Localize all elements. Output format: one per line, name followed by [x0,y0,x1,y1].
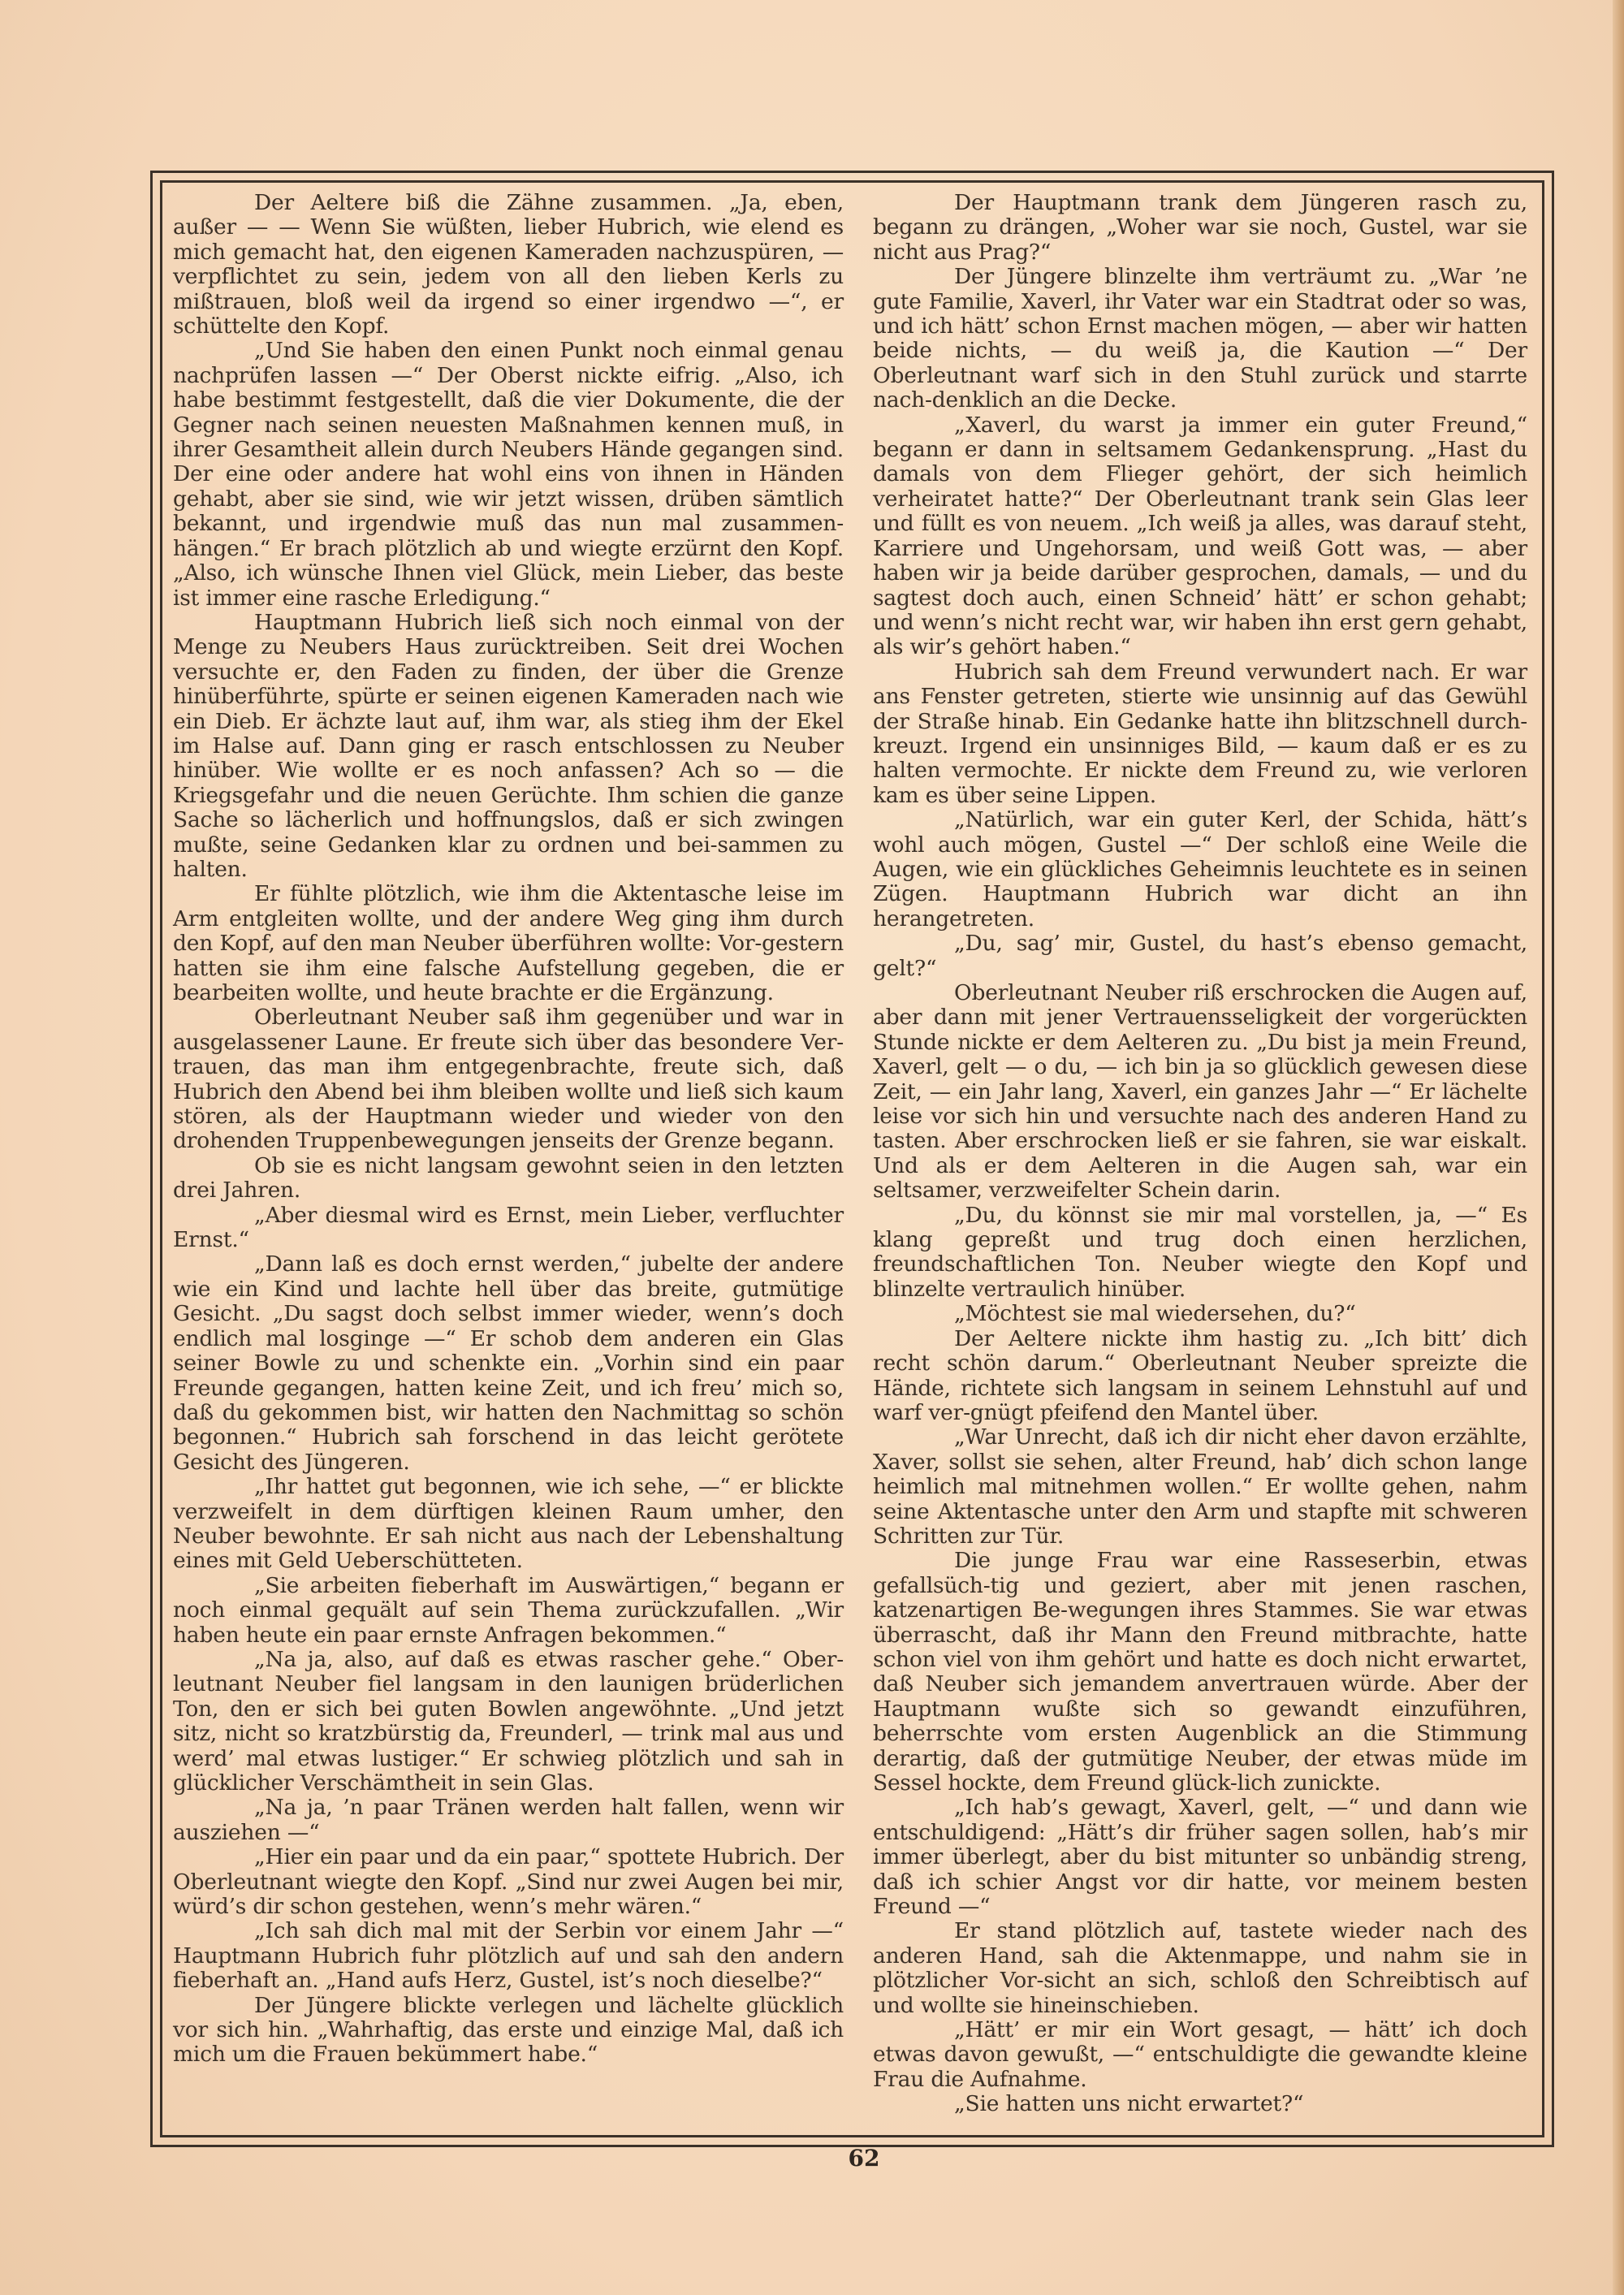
paragraph: „Na ja, also, auf daß es etwas rascher gehe.“ Ober-leutnant Neuber fiel langsam in den launigen brüderlichen Ton, den er sich bei guten Bowlen angewöhnte. „Und jetzt sitz, nicht so kratzbürstig da, Freunderl, — trink mal aus und werd’ mal etwas lustiger.“ Er schwieg plötzlich und sah in glücklicher Verschämtheit in sein Glas. [173,1646,844,1796]
paragraph: Er stand plötzlich auf, tastete wieder nach des anderen Hand, sah die Aktenmappe, und nahm sie in plötzlicher Vor-sicht an sich, schloß den Schreibtisch auf und wollte sie hineinschieben. [873,1918,1527,2018]
paragraph: Hauptmann Hubrich ließ sich noch einmal von der Menge zu Neubers Haus zurücktreiben. Seit drei Wochen versuchte er, den Faden zu finden, der über die Grenze hinüberführte, spürte er seinen eigenen Kameraden nach wie ein Dieb. Er ächzte laut auf, ihm war, als stieg ihm der Ekel im Halse auf. Dann ging er rasch entschlossen zu Neuber hinüber. Wie wollte er es noch anfassen? Ach so — die Kriegsgefahr und die neuen Gerüchte. Ihm schien die ganze Sache so lächerlich und hoffnungslos, daß er sich zwingen mußte, seine Gedanken klar zu ordnen und bei-sammen zu halten. [173,609,844,882]
paragraph: Die junge Frau war eine Rasseserbin, etwas gefallsüch-tig und geziert, aber mit jenen raschen, katzenartigen Be-wegungen ihres Stammes. Sie war etwas überrascht, daß ihr Mann den Freund mitbrachte, hatte schon viel von ihm gehört und hatte es doch nicht erwartet, daß Neuber sich jemandem anvertrauen würde. Aber der Hauptmann wußte sich so gewandt einzuführen, beherrschte vom ersten Augenblick an die Stimmung derartig, daß der gutmütige Neuber, der etwas müde im Sessel hockte, dem Freund glück-lich zunickte. [873,1548,1527,1796]
paragraph: „Und Sie haben den einen Punkt noch einmal genau nachprüfen lassen —“ Der Oberst nickte eifrig. „Also, ich habe bestimmt festgestellt, daß die vier Dokumente, die der Gegner nach seinen neuesten Maßnahmen kennen muß, in ihrer Gesamtheit allein durch Neubers Hände gegangen sind. Der eine oder andere hat wohl eins von ihnen in Händen gehabt, aber sie sind, wie wir jetzt wissen, drüben sämtlich bekannt, und irgendwie muß das nun mal zusammen-hängen.“ Er brach plötzlich ab und wiegte erzürnt den Kopf. „Also, ich wünsche Ihnen viel Glück, mein Lieber, das beste ist immer eine rasche Erledigung.“ [173,338,844,611]
paragraph: „Dann laß es doch ernst werden,“ jubelte der andere wie ein Kind und lachte hell über das breite, gutmütige Gesicht. „Du sagst doch selbst immer wieder, wenn’s doch endlich mal losginge —“ Er schob dem anderen ein Glas seiner Bowle zu und schenkte ein. „Vorhin sind ein paar Freunde gegangen, hatten keine Zeit, und ich freu’ mich so, daß du gekommen bist, wir hatten den Nachmittag so schön begonnen.“ Hubrich sah forschend in das leicht gerötete Gesicht des Jüngeren. [173,1251,844,1475]
paragraph: Oberleutnant Neuber saß ihm gegenüber und war in ausgelassener Laune. Er freute sich über das besondere Ver-trauen, das man ihm entgegenbrachte, freute sich, daß Hubrich den Abend bei ihm bleiben wollte und ließ sich kaum stören, als der Hauptmann wieder und wieder von den drohenden Truppenbewegungen jenseits der Grenze begann. [173,1005,844,1154]
paragraph: „Xaverl, du warst ja immer ein guter Freund,“ begann er dann in seltsamem Gedankensprung. „Hast du damals von dem Flieger gehört, der sich heimlich verheiratet hatte?“ Der Oberleutnant trank sein Glas leer und füllt es von neuem. „Ich weiß ja alles, was darauf steht, Karriere und Ungehorsam, und weiß Gott was, — aber haben wir ja beide darüber gesprochen, damals, — und du sagtest doch auch, einen Schneid’ hätt’ er schon gehabt; und wenn’s nicht recht war, wir haben ihn erst gern gehabt, als wir’s gehört haben.“ [873,412,1527,660]
paragraph: „Aber diesmal wird es Ernst, mein Lieber, verfluchter Ernst.“ [173,1202,844,1253]
paragraph: „Ich hab’s gewagt, Xaverl, gelt, —“ und dann wie entschuldigend: „Hätt’s dir früher sagen sollen, hab’s mir immer überlegt, aber du bist mitunter so unbändig streng, daß ich schier Angst vor dir hatte, vor meinem besten Freund —“ [873,1795,1527,1920]
paragraph: Hubrich sah dem Freund verwundert nach. Er war ans Fenster getreten, stierte wie unsinnig auf das Gewühl der Straße hinab. Ein Gedanke hatte ihn blitzschnell durch-kreuzt. Irgend ein unsinniges Bild, — kaum daß er es zu halten vermochte. Er nickte dem Freund zu, wie verloren kam es über seine Lippen. [873,659,1527,808]
page-edge [1613,0,1624,2295]
paragraph: „Hier ein paar und da ein paar,“ spottete Hubrich. Der Oberleutnant wiegte den Kopf. „Sind nur zwei Augen bei mir, würd’s dir schon gestehen, wenn’s mehr wären.“ [173,1844,844,1920]
paragraph: Der Hauptmann trank dem Jüngeren rasch zu, begann zu drängen, „Woher war sie noch, Gustel, war sie nicht aus Prag?“ [873,190,1527,265]
paragraph: „War Unrecht, daß ich dir nicht eher davon erzählte, Xaver, sollst sie sehen, alter Freund, hab’ dich schon lange heimlich mal mitnehmen wollen.“ Er wollte gehen, nahm seine Aktentasche unter den Arm und stapfte mit schweren Schritten zur Tür. [873,1424,1527,1549]
paragraph: Er fühlte plötzlich, wie ihm die Aktentasche leise im Arm entgleiten wollte, und der andere Weg ging ihm durch den Kopf, auf den man Neuber überführen wollte: Vor-gestern hatten sie ihm eine falsche Aufstellung gegeben, die er bearbeiten wollte, und heute brachte er die Ergänzung. [173,881,844,1005]
paragraph: „Möchtest sie mal wiedersehen, du?“ [954,1301,1356,1327]
paragraph: Der Jüngere blinzelte ihm verträumt zu. „War ’ne gute Familie, Xaverl, ihr Vater war ein Stadtrat oder so was, und ich hätt’ schon Ernst machen mögen, — aber wir hatten beide nichts, — du weiß ja, die Kaution —“ Der Oberleutnant warf sich in den Stuhl zurück und starrte nach-denklich an die Decke. [873,264,1527,413]
paragraph: „Sie arbeiten fieberhaft im Auswärtigen,“ begann er noch einmal gequält auf sein Thema zurückzufallen. „Wir haben heute ein paar ernste Anfragen bekommen.“ [173,1572,844,1648]
paragraph: „Du, du könnst sie mir mal vorstellen, ja, —“ Es klang gepreßt und trug doch einen herzlichen, freundschaftlichen Ton. Neuber wiegte den Kopf und blinzelte vertraulich hinüber. [873,1202,1527,1302]
page-number: 62 [848,2145,880,2172]
paragraph: „Du, sag’ mir, Gustel, du hast’s ebenso gemacht, gelt?“ [873,931,1527,981]
paragraph: Der Aeltere nickte ihm hastig zu. „Ich bitt’ dich recht schön darum.“ Oberleutnant Neuber spreizte die Hände, richtete sich langsam in seinem Lehnstuhl auf und warf ver-gnügt pfeifend den Mantel über. [873,1325,1527,1425]
left-column [173,191,844,2068]
paragraph: „Na ja, ’n paar Tränen werden halt fallen, wenn wir ausziehen —“ [173,1795,844,1845]
paragraph: Der Aeltere biß die Zähne zusammen. „Ja, eben, außer — — Wenn Sie wüßten, lieber Hubrich, wie elend es mich gemacht hat, den eigenen Kameraden nachzuspüren, — verpflichtet zu sein, jedem von all den lieben Kerls zu mißtrauen, bloß weil da irgend so einer irgendwo —“, er schüttelte den Kopf. [173,190,844,339]
paragraph: Ob sie es nicht langsam gewohnt seien in den letzten drei Jahren. [173,1152,844,1204]
paragraph: „Natürlich, war ein guter Kerl, der Schida, hätt’s wohl auch mögen, Gustel —“ Der schloß eine Weile die Augen, wie ein glückliches Geheimnis leuchtete es in seinen Zügen. Hauptmann Hubrich war dicht an ihn herangetreten. [873,807,1527,931]
right-column [873,191,1527,2117]
paragraph: Oberleutnant Neuber riß erschrocken die Augen auf, aber dann mit jener Vertrauensseligkeit der vorgerückten Stunde nickte er dem Aelteren zu. „Du bist ja mein Freund, Xaverl, gelt — o du, — ich bin ja so glücklich gewesen diese Zeit, — ein Jahr lang, Xaverl, ein ganzes Jahr —“ Er lächelte leise vor sich hin und versuchte nach des anderen Hand zu tasten. Aber erschrocken ließ er sie fahren, sie war eiskalt. Und als er dem Aelteren in die Augen sah, war ein seltsamer, verzweifelter Schein darin. [873,980,1527,1204]
paragraph: „Ihr hattet gut begonnen, wie ich sehe, —“ er blickte verzweifelt in dem dürftigen kleinen Raum umher, den Neuber bewohnte. Er sah nicht aus nach der Lebenshaltung eines mit Geld Ueberschütteten. [173,1474,844,1574]
paragraph: „Ich sah dich mal mit der Serbin vor einem Jahr —“ Hauptmann Hubrich fuhr plötzlich auf und sah den andern fieberhaft an. „Hand aufs Herz, Gustel, ist’s noch dieselbe?“ [173,1918,844,1994]
paragraph: „Sie hatten uns nicht erwartet?“ [954,2091,1304,2117]
paragraph: „Hätt’ er mir ein Wort gesagt, — hätt’ ich doch etwas davon gewußt, —“ entschuldigte die gewandte kleine Frau die Aufnahme. [873,2017,1527,2092]
paragraph: Der Jüngere blickte verlegen und lächelte glücklich vor sich hin. „Wahrhaftig, das erste und einzige Mal, daß ich mich um die Frauen bekümmert habe.“ [173,1992,844,2068]
